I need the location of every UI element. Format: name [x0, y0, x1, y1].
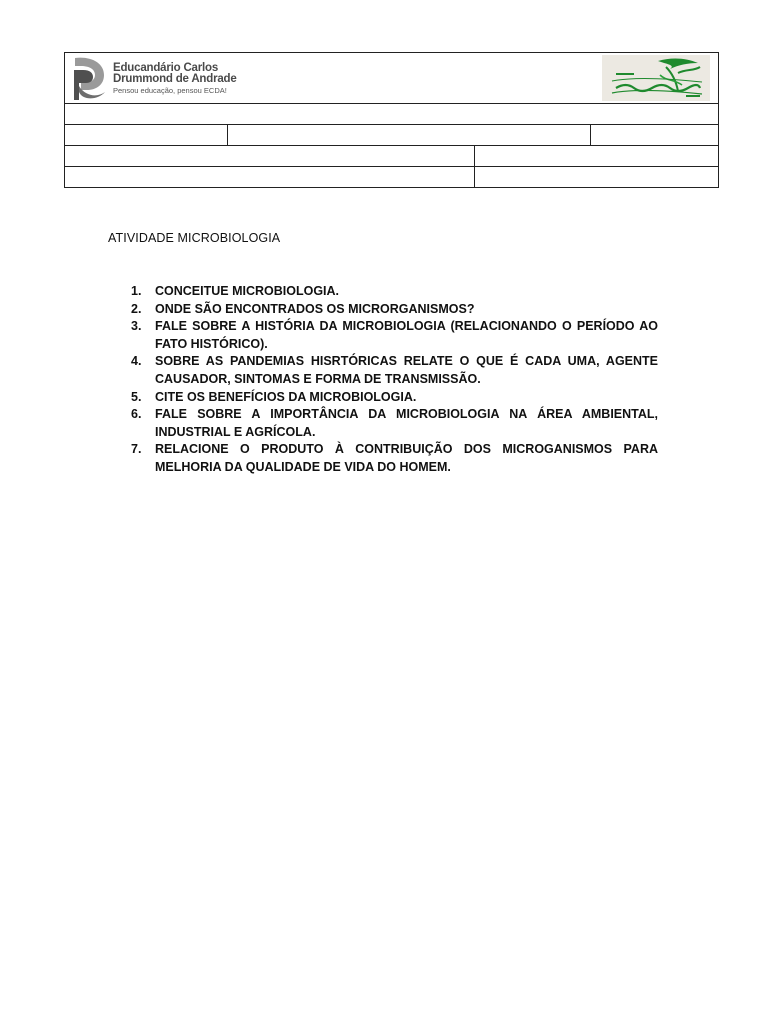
school-emblem-icon — [71, 56, 107, 101]
field-cell-6[interactable] — [65, 167, 475, 188]
question-text: CONCEITUE MICROBIOLOGIA. — [155, 284, 340, 298]
question-number: 1. — [131, 284, 142, 298]
field-cell-3[interactable] — [591, 125, 719, 146]
question-number: 4. — [131, 354, 142, 369]
field-cell-1[interactable] — [65, 125, 228, 146]
question-item — [128, 318, 658, 353]
field-cell-7[interactable] — [475, 167, 719, 188]
question-item — [128, 406, 658, 441]
question-item — [128, 353, 658, 388]
blank-field-wide[interactable] — [65, 104, 719, 125]
school-text — [113, 63, 237, 95]
field-cell-4[interactable] — [65, 146, 475, 167]
school-logo — [71, 56, 271, 101]
document-title: ATIVIDADE MICROBIOLOGIA — [108, 231, 281, 245]
header-blank-row — [65, 104, 719, 125]
question-number: 6. — [131, 407, 142, 422]
school-name-line2: Drummond de Andrade — [113, 72, 237, 85]
field-cell-5[interactable] — [475, 146, 719, 167]
question-number: 3. — [131, 319, 142, 334]
question-item — [128, 441, 658, 476]
question-text: FALE SOBRE A IMPORTÂNCIA DA MICROBIOLOGIA NA ÁREA AMBIENTAL, INDUSTRIAL E AGRÍCOLA. — [155, 407, 658, 439]
question-item — [128, 283, 658, 301]
question-text: RELACIONE O PRODUTO À CONTRIBUIÇÃO DOS MICROGANISMOS PARA MELHORIA DA QUALIDADE DE VIDA DO HOMEM. — [155, 442, 658, 474]
question-text: SOBRE AS PANDEMIAS HISRTÓRICAS RELATE O QUE É CADA UMA, AGENTE CAUSADOR, SINTOMAS E FORMA DE TRANSMISSÃO. — [155, 354, 658, 386]
question-text: ONDE SÃO ENCONTRADOS OS MICRORGANISMOS? — [155, 301, 475, 316]
question-number: 5. — [131, 389, 142, 404]
question-list — [128, 283, 658, 477]
school-slogan: Pensou educação, pensou ECDA! — [113, 85, 227, 95]
nursing-logo-icon — [602, 55, 710, 101]
question-number: 7. — [131, 442, 142, 457]
header-logo-row — [65, 53, 719, 104]
nursing-course-logo — [602, 55, 710, 101]
question-text: FALE SOBRE A HISTÓRIA DA MICROBIOLOGIA (RELACIONANDO O PERÍODO AO FATO HISTÓRICO). — [155, 319, 658, 351]
field-cell-2[interactable] — [228, 125, 591, 146]
question-text: CITE OS BENEFÍCIOS DA MICROBIOLOGIA. — [155, 389, 417, 404]
question-item — [128, 389, 658, 407]
question-item — [128, 301, 658, 319]
school-name-line1: Educandário Carlos — [113, 61, 219, 74]
logo-cell — [65, 53, 719, 104]
header-row-two-fields-a — [65, 146, 719, 167]
question-number: 2. — [131, 301, 142, 316]
header-row-two-fields-b — [65, 167, 719, 188]
header-row-three-fields — [65, 125, 719, 146]
header-table — [64, 52, 719, 188]
